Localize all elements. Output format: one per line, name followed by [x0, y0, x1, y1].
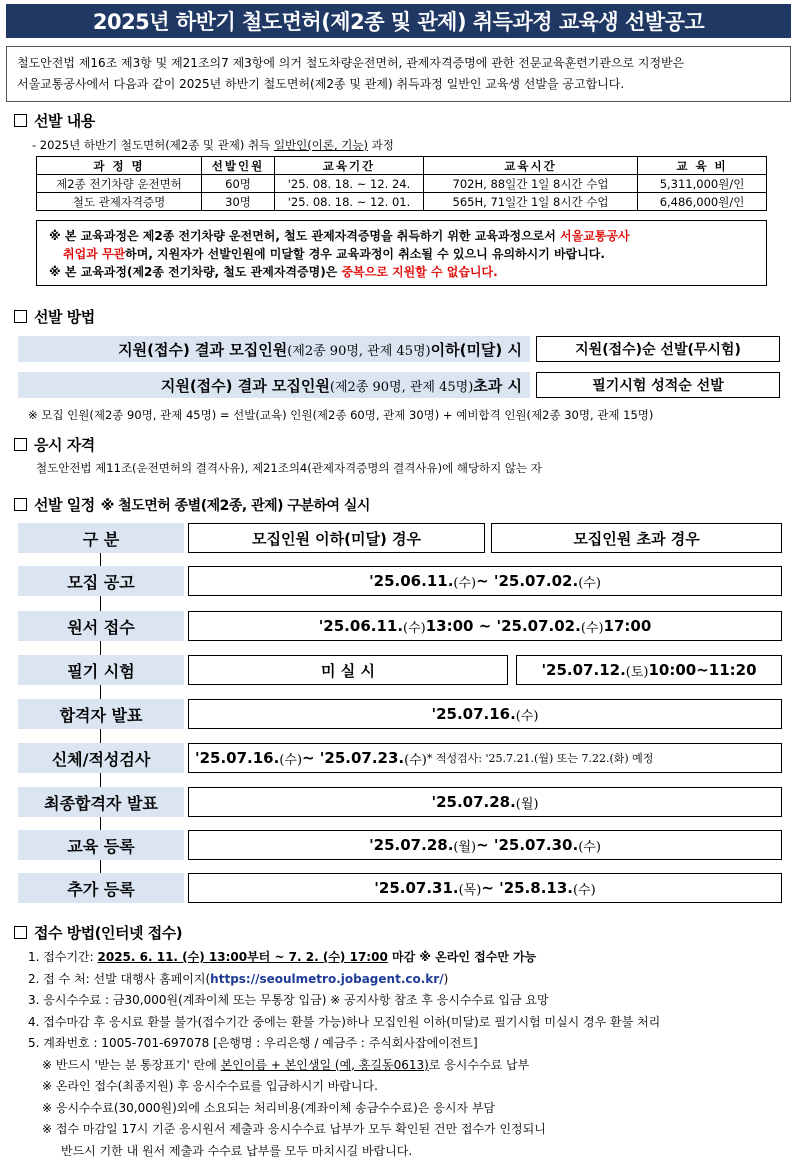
schedule-label-written-exam: 필기 시험 — [18, 655, 184, 685]
eligibility-text: 철도안전법 제11조(운전면허의 결격사유), 제21조의4(관제자격증명의 결격사유)에 해당하지 않는 자 — [36, 461, 542, 475]
list-item: 5. 계좌번호 : 1005-701-697078 [은행명 : 우리은행 / 예금주 : 주식회사잡에이전트] — [28, 1036, 478, 1050]
table-cell: 60명 — [202, 175, 275, 193]
method-result-under: 지원(접수)순 선발(무시험) — [536, 336, 780, 362]
checkbox-square-icon — [14, 926, 27, 939]
application-site-link[interactable]: https://seoulmetro.jobagent.co.kr/ — [210, 971, 444, 986]
method-note: ※ 모집 인원(제2종 90명, 관제 45명) = 선발(교육) 인원(제2종 60명, 관제 30명) + 예비합격 인원(제2종 30명, 관제 15명) — [28, 408, 654, 422]
schedule-value-additional-registration: '25.07.31. (목) ~ '25.8.13. (수) — [188, 873, 782, 903]
section-heading-content: 선발 내용 — [14, 110, 95, 131]
table-cell: 5,311,000원/인 — [638, 175, 767, 193]
table-cell: 철도 관제자격증명 — [37, 193, 202, 211]
table-header: 교육시간 — [424, 157, 638, 175]
course-table — [36, 156, 767, 211]
checkbox-square-icon — [14, 498, 27, 511]
table-cell: 30명 — [202, 193, 275, 211]
list-item: ※ 반드시 '받는 분 통장표기' 란에 본인이름 + 본인생일 (예, 홍길동0613)로 응시수수료 납부 — [42, 1057, 530, 1072]
section-heading-method: 선발 방법 — [14, 306, 95, 327]
list-item: 반드시 기한 내 원서 제출과 수수료 납부를 모두 마치시길 바랍니다. — [61, 1143, 413, 1158]
section-heading-schedule: 선발 일정 ※ 철도면허 종별(제2종, 관제) 구분하여 실시 — [14, 494, 370, 515]
table-header: 교육기간 — [275, 157, 424, 175]
intro-line: 서울교통공사에서 다음과 같이 2025년 하반기 철도면허(제2종 및 관제) 취득과정 일반인 교육생 선발을 공고합니다. — [17, 77, 625, 91]
page-title: 2025년 하반기 철도면허(제2종 및 관제) 취득과정 교육생 선발공고 — [6, 4, 791, 38]
schedule-value-written-exam-over: '25.07.12. (토) 10:00~11:20 — [516, 655, 782, 685]
table-cell: 565H, 71일간 1일 8시간 수업 — [424, 193, 638, 211]
checkbox-square-icon — [14, 438, 27, 451]
list-item: 1. 접수기간: 2025. 6. 11. (수) 13:00부터 ~ 7. 2. (수) 17:00 마감 ※ 온라인 접수만 가능 — [28, 950, 537, 964]
intro-line: 철도안전법 제16조 제3항 및 제21조의7 제3항에 의거 철도차량운전면허, 관제자격증명에 관한 전문교육훈련기관으로 지정받은 — [17, 56, 685, 70]
table-header: 과 정 명 — [37, 157, 202, 175]
method-condition-over: 지원(접수) 결과 모집인원 (제2종 90명, 관제 45명) 초과 시 — [18, 372, 530, 398]
table-cell: '25. 08. 18. ~ 12. 24. — [275, 175, 424, 193]
list-item: 3. 응시수수료 : 금30,000원(계좌이체 또는 무통장 입금) ※ 공지사항 참조 후 응시수수료 입금 요망 — [28, 993, 549, 1007]
table-cell: 제2종 전기차량 운전면허 — [37, 175, 202, 193]
list-item: 4. 접수마감 후 응시료 환불 불가(접수기간 중에는 환불 가능)하나 모집인원 이하(미달)로 필기시험 미실시 경우 환불 처리 — [28, 1014, 661, 1029]
schedule-label-pass-announcement: 합격자 발표 — [18, 699, 184, 729]
schedule-label-final-announcement: 최종합격자 발표 — [18, 787, 184, 817]
table-cell: 702H, 88일간 1일 8시간 수업 — [424, 175, 638, 193]
schedule-value-pass-announcement: '25.07.16. (수) — [188, 699, 782, 729]
table-header-row — [37, 157, 767, 175]
schedule-label-announcement: 모집 공고 — [18, 566, 184, 596]
table-header: 교 육 비 — [638, 157, 767, 175]
list-item: ※ 온라인 접수(최종지원) 후 응시수수료를 입금하시기 바랍니다. — [42, 1079, 378, 1093]
table-cell: 6,486,000원/인 — [638, 193, 767, 211]
checkbox-square-icon — [14, 310, 27, 323]
table-cell: '25. 08. 18. ~ 12. 01. — [275, 193, 424, 211]
section-heading-apply: 접수 방법(인터넷 접수) — [14, 922, 182, 943]
schedule-label-physical-aptitude: 신체/적성검사 — [18, 743, 184, 773]
course-subtitle: - 2025년 하반기 철도면허(제2종 및 관제) 취득 일반인(이론, 기능) 과정 — [32, 138, 394, 152]
checkbox-square-icon — [14, 114, 27, 127]
notice-box: ※ 본 교육과정은 제2종 전기차량 운전면허, 철도 관제자격증명을 취득하기 위한 교육과정으로서 서울교통공사 취업과 무관하며, 지원자가 선발인원에 미달할 경우 교육과정이 취소될 수 있으니 유의하시기 바랍니다. ※ 본 교육과정(제2종 전기차량, 철도 관제자격증명)은 중복으로 지원할 수 없습니다. — [36, 220, 767, 286]
table-row — [37, 175, 767, 193]
method-condition-under: 지원(접수) 결과 모집인원 (제2종 90명, 관제 45명) 이하(미달) 시 — [18, 336, 530, 362]
table-row — [37, 193, 767, 211]
method-result-over: 필기시험 성적순 선발 — [536, 372, 780, 398]
schedule-value-registration: '25.07.28. (월) ~ '25.07.30. (수) — [188, 830, 782, 860]
schedule-header-under: 모집인원 이하(미달) 경우 — [188, 523, 485, 553]
schedule-value-physical-aptitude: '25.07.16. (수) ~ '25.07.23. (수) * 적성검사: '25.7.21.(월) 또는 7.22.(화) 예정 — [188, 743, 782, 773]
schedule-label-registration: 교육 등록 — [18, 830, 184, 860]
list-item: 2. 접 수 처: 선발 대행사 홈페이지(https://seoulmetro.jobagent.co.kr/) — [28, 971, 449, 986]
schedule-value-application: '25.06.11. (수) 13:00 ~ '25.07.02. (수) 17:00 — [188, 611, 782, 641]
schedule-value-final-announcement: '25.07.28. (월) — [188, 787, 782, 817]
list-item: ※ 응시수수료(30,000원)외에 소요되는 처리비용(계좌이체 송금수수료)은 응시자 부담 — [42, 1100, 496, 1115]
schedule-header-label: 구 분 — [18, 523, 184, 553]
section-heading-eligibility: 응시 자격 — [14, 434, 95, 455]
apply-instructions — [28, 947, 660, 1162]
schedule-value-announcement: '25.06.11. (수) ~ '25.07.02. (수) — [188, 566, 782, 596]
schedule-label-application: 원서 접수 — [18, 611, 184, 641]
schedule-label-additional-registration: 추가 등록 — [18, 873, 184, 903]
list-item: ※ 접수 마감일 17시 기준 응시원서 제출과 응시수수료 납부가 모두 확인된 건만 접수가 인정되니 — [42, 1122, 546, 1136]
intro-paragraph — [6, 46, 791, 102]
table-header: 선발인원 — [202, 157, 275, 175]
schedule-header-over: 모집인원 초과 경우 — [491, 523, 782, 553]
schedule-value-written-exam-under: 미 실 시 — [188, 655, 508, 685]
